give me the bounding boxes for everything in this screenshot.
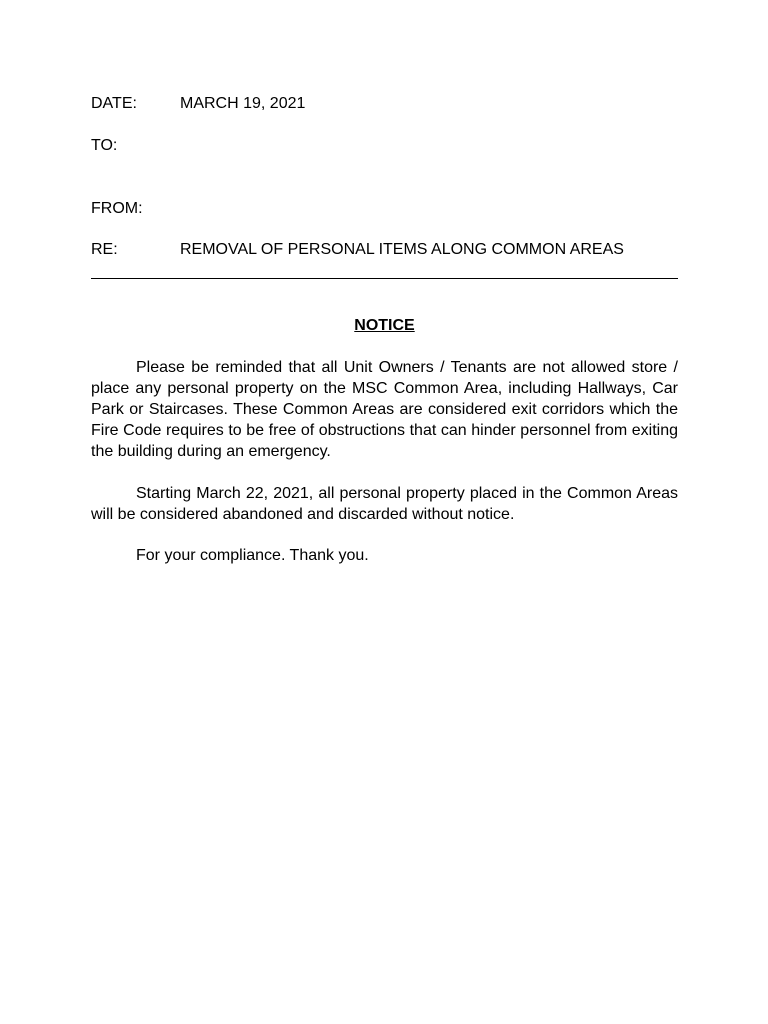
notice-heading: NOTICE — [354, 317, 415, 334]
notice-paragraph-closing: For your compliance. Thank you. — [136, 547, 369, 564]
notice-paragraph-reminder: Please be reminded that all Unit Owners / Tenants are not allowed store / place any personal property on the MSC Common Area, including Hallways, Car Park or Staircases. These Common Areas are considered exit corridors which the Fire Code requires to be free of obstructions that can hinder personnel from exiting the building during an emergency. — [91, 359, 678, 460]
re-label: RE: — [91, 241, 118, 258]
re-subject: REMOVAL OF PERSONAL ITEMS ALONG COMMON AREAS — [180, 241, 624, 258]
date-label: DATE: — [91, 95, 137, 112]
notice-paragraph-deadline: Starting March 22, 2021, all personal property placed in the Common Areas will be considered abandoned and discarded without notice. — [91, 485, 678, 523]
from-label: FROM: — [91, 200, 143, 217]
to-label: TO: — [91, 137, 118, 154]
header-divider — [91, 278, 678, 279]
date-value: MARCH 19, 2021 — [180, 95, 306, 112]
